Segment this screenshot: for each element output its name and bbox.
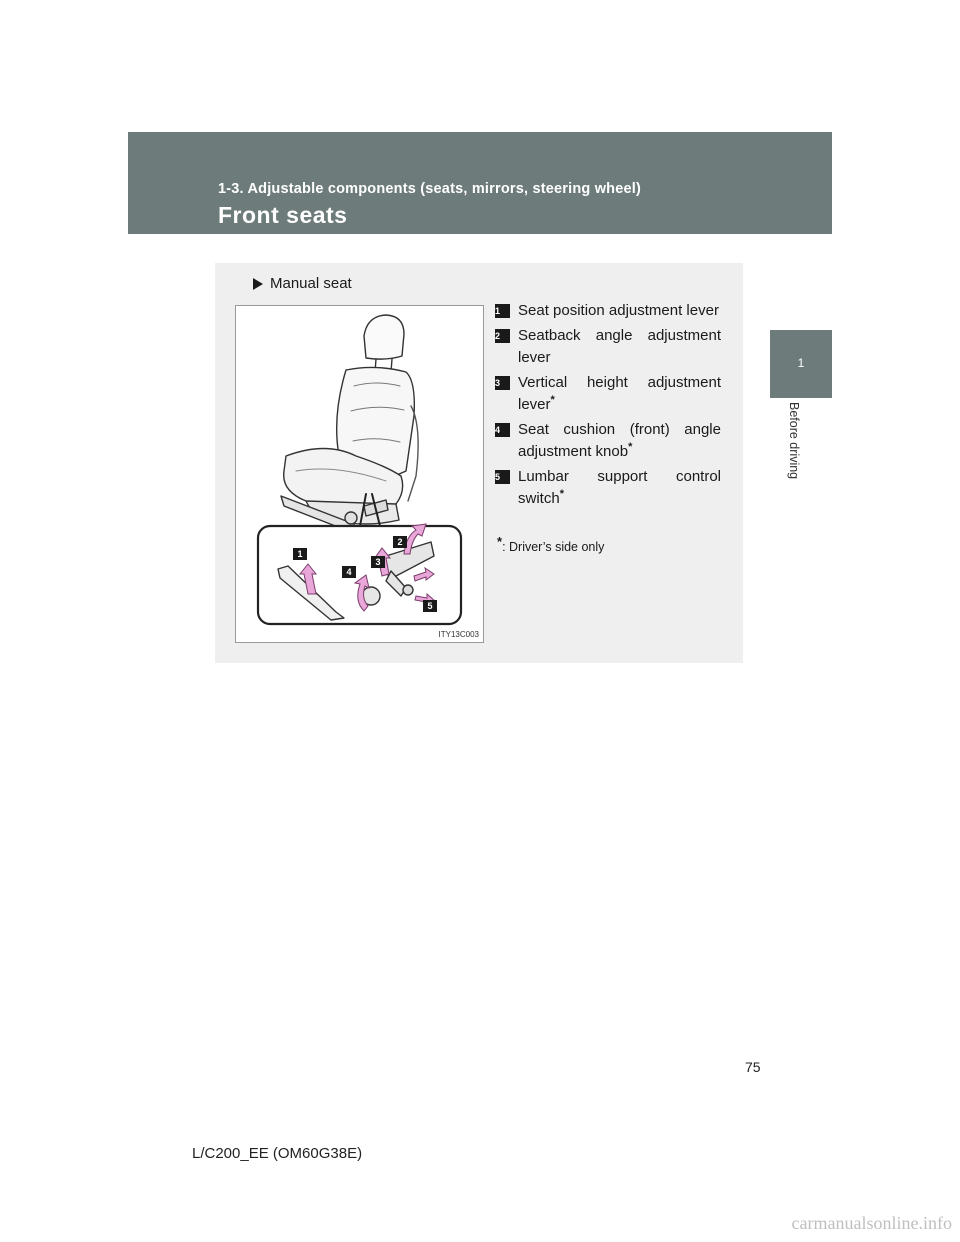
cushion-knob-shape bbox=[345, 512, 357, 524]
callout-3-text: 3 bbox=[375, 557, 381, 567]
chapter-tab-label: Before driving bbox=[787, 402, 801, 480]
item-text: Lumbar support control switch bbox=[518, 468, 721, 507]
seat-drawing bbox=[236, 306, 483, 642]
callout-4-text: 4 bbox=[346, 567, 352, 577]
triangle-bullet-icon bbox=[253, 278, 263, 290]
chapter-tab[interactable] bbox=[770, 330, 832, 398]
callout-1-text: 1 bbox=[297, 549, 303, 559]
asterisk-mark: * bbox=[550, 394, 555, 406]
headrest-shape bbox=[364, 315, 404, 359]
figure-code: ITY13C003 bbox=[438, 630, 479, 639]
list-item bbox=[495, 419, 721, 463]
subheading bbox=[253, 275, 352, 292]
component-list bbox=[495, 300, 721, 513]
asterisk-mark: * bbox=[628, 441, 633, 453]
page-title: Front seats bbox=[218, 202, 348, 228]
item-number-badge: 2 bbox=[495, 329, 510, 343]
item-text: Seat position adjustment lever bbox=[518, 302, 719, 319]
page-number: 75 bbox=[745, 1059, 761, 1075]
list-item bbox=[495, 466, 721, 510]
item-number-badge: 4 bbox=[495, 423, 510, 437]
footnote-mark: * bbox=[497, 533, 503, 549]
footnote bbox=[497, 533, 605, 554]
item-text: Seatback angle adjustment lever bbox=[518, 327, 721, 366]
subheading-text: Manual seat bbox=[270, 275, 352, 292]
footnote-text: : Driver’s side only bbox=[502, 540, 605, 554]
item-number-badge: 5 bbox=[495, 470, 510, 484]
seat-illustration bbox=[235, 305, 484, 643]
chapter-header bbox=[128, 132, 832, 234]
section-title: 1-3. Adjustable components (seats, mirrors, steering wheel) bbox=[218, 181, 642, 197]
callout-5-text: 5 bbox=[427, 601, 433, 611]
item-number-badge: 1 bbox=[495, 304, 510, 318]
model-code: L/C200_EE (OM60G38E) bbox=[192, 1145, 363, 1162]
callout-2-text: 2 bbox=[397, 537, 403, 547]
list-item bbox=[495, 300, 721, 322]
asterisk-mark: * bbox=[559, 488, 564, 500]
chapter-tab-number: 1 bbox=[797, 356, 805, 370]
item-number-badge: 3 bbox=[495, 376, 510, 390]
item-text: Vertical height adjustment lever bbox=[518, 374, 721, 413]
item-text: Seat cushion (front) angle adjustment knob bbox=[518, 421, 721, 460]
chapter-tab-label-wrap bbox=[787, 402, 803, 498]
content-panel bbox=[215, 263, 743, 663]
list-item bbox=[495, 372, 721, 416]
list-item bbox=[495, 325, 721, 369]
watermark: carmanualsonline.info bbox=[791, 1213, 952, 1233]
